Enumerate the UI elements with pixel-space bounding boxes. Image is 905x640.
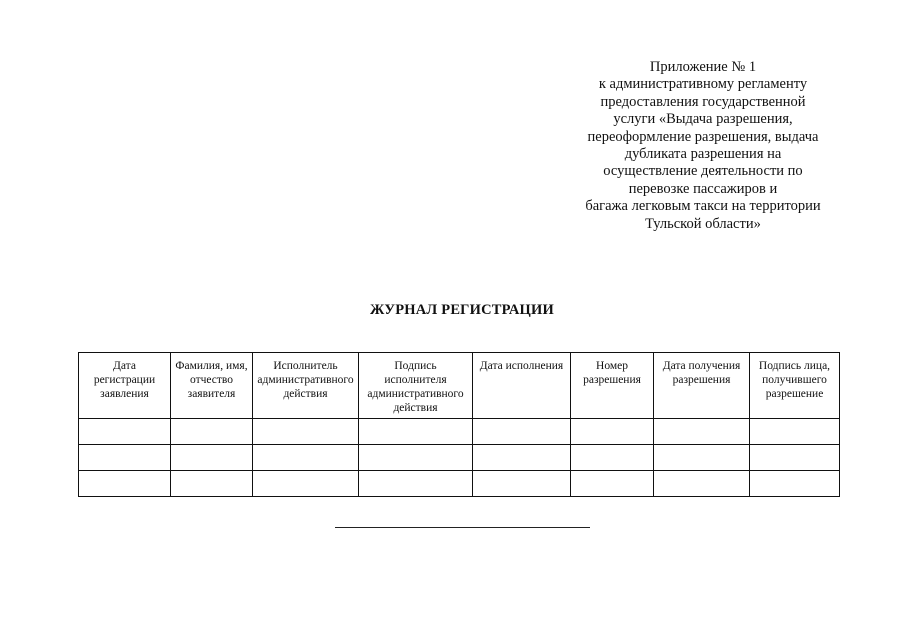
- table-cell: [750, 445, 840, 471]
- column-header-executor-signature: Подпись исполнителя административного действия: [359, 353, 473, 419]
- appendix-line: перевозке пассажиров и: [628, 180, 778, 197]
- table-cell: [571, 419, 654, 445]
- appendix-line: осуществление деятельности по: [603, 163, 803, 180]
- appendix-line: услуги «Выдача разрешения,: [613, 111, 793, 128]
- column-header-executor: Исполнитель административного действия: [253, 353, 359, 419]
- table-cell: [473, 419, 571, 445]
- appendix-line: предоставления государственной: [600, 93, 806, 110]
- table-cell: [79, 445, 171, 471]
- column-header-applicant-name: Фамилия, имя, отчество заявителя: [171, 353, 253, 419]
- appendix-heading: [573, 59, 833, 233]
- table-cell: [359, 445, 473, 471]
- appendix-line: багажа легковым такси на территории: [585, 198, 821, 215]
- table-cell: [171, 471, 253, 497]
- table-row: [79, 471, 840, 497]
- table-cell: [654, 445, 750, 471]
- column-header-recipient-signature: Подпись лица, получившего разрешение: [750, 353, 840, 419]
- table-header-row: [79, 353, 840, 419]
- appendix-line: Тульской области»: [645, 215, 761, 232]
- appendix-line: к административному регламенту: [598, 76, 808, 93]
- table-cell: [359, 471, 473, 497]
- table-cell: [253, 419, 359, 445]
- table-cell: [79, 471, 171, 497]
- table-cell: [171, 419, 253, 445]
- column-header-receipt-date: Дата получения разрешения: [654, 353, 750, 419]
- table-cell: [750, 419, 840, 445]
- table-cell: [253, 445, 359, 471]
- table-row: [79, 419, 840, 445]
- table-cell: [654, 471, 750, 497]
- table-cell: [171, 445, 253, 471]
- table-cell: [359, 419, 473, 445]
- table-cell: [750, 471, 840, 497]
- table-row: [79, 445, 840, 471]
- registration-journal-table: [78, 352, 840, 497]
- journal-title: ЖУРНАЛ РЕГИСТРАЦИИ: [370, 302, 554, 318]
- table-cell: [79, 419, 171, 445]
- appendix-line: Приложение № 1: [649, 59, 757, 75]
- table-cell: [473, 445, 571, 471]
- table-cell: [571, 445, 654, 471]
- table-cell: [253, 471, 359, 497]
- column-header-permit-number: Номер разрешения: [571, 353, 654, 419]
- end-separator-line: [335, 527, 590, 528]
- table-cell: [654, 419, 750, 445]
- column-header-registration-date: Дата регистрации заявления: [79, 353, 171, 419]
- table-cell: [473, 471, 571, 497]
- appendix-line: переоформление разрешения, выдача: [587, 128, 819, 145]
- column-header-execution-date: Дата исполнения: [473, 353, 571, 419]
- table-cell: [571, 471, 654, 497]
- appendix-line: дубликата разрешения на: [624, 146, 782, 163]
